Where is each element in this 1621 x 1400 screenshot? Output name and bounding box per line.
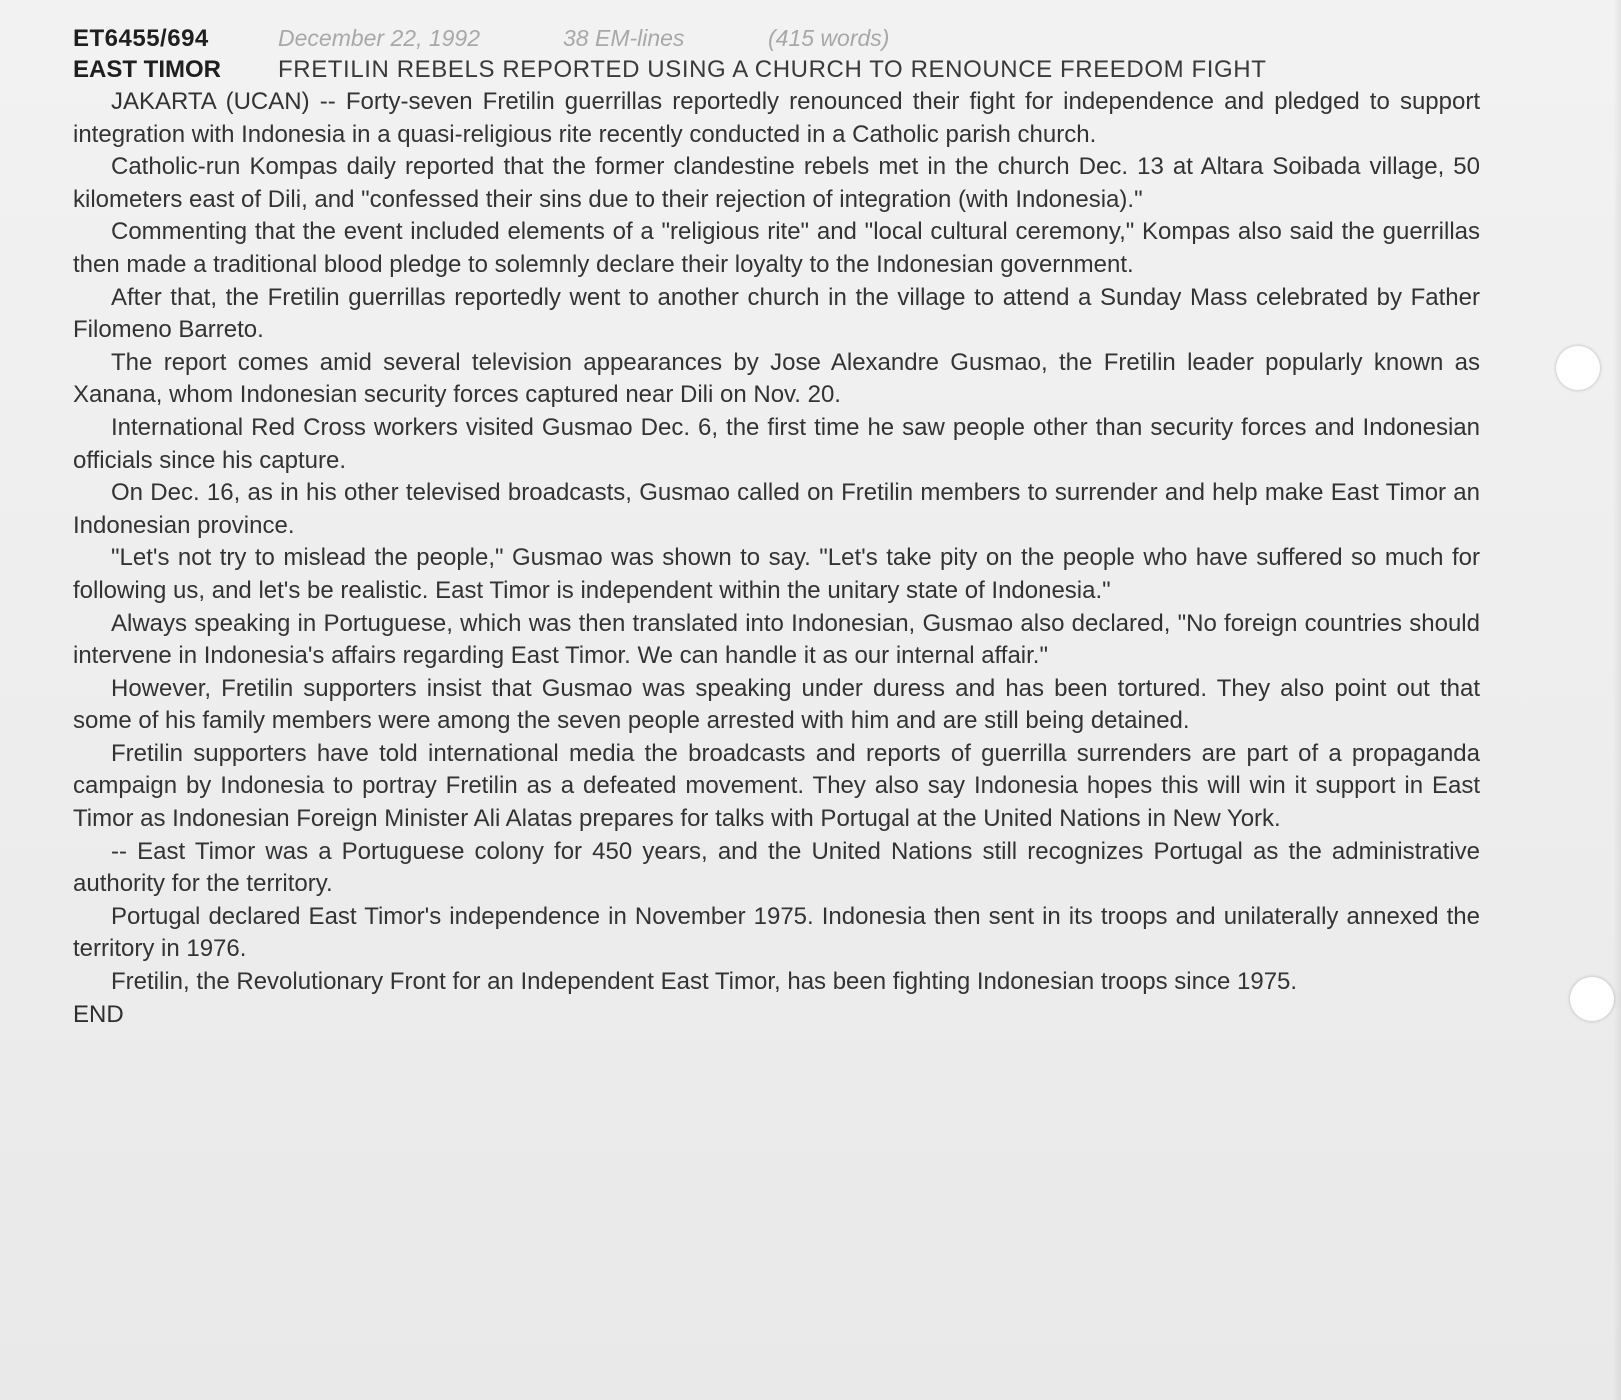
- body-paragraph: On Dec. 16, as in his other televised broadcasts, Gusmao called on Fretilin members to surrender and help make East Timor an Indonesian province.: [73, 479, 1480, 539]
- story-slug: ET6455/694: [73, 25, 209, 52]
- body-paragraph: "Let's not try to mislead the people," Gusmao was shown to say. "Let's take pity on the people who have suffered so much for following us, and let's be realistic. East Timor is independent within the unitary state of Indonesia.": [73, 544, 1480, 604]
- em-lines-count: 38 EM-lines: [563, 25, 685, 51]
- headline-row: [73, 54, 1480, 86]
- body-paragraph: However, Fretilin supporters insist that Gusmao was speaking under duress and has been tortured. They also point out that some of his family members were among the seven people arrested with him and are still being detained.: [73, 674, 1480, 735]
- slug-row: [73, 22, 1480, 54]
- story-date: December 22, 1992: [278, 25, 481, 51]
- end-mark: END: [73, 1000, 124, 1028]
- body-paragraph: -- East Timor was a Portuguese colony for 450 years, and the United Nations still recognizes Portugal as the administrative authority for the territory.: [73, 837, 1480, 898]
- article-content: [73, 22, 1480, 1031]
- body-paragraph: Fretilin supporters have told international media the broadcasts and reports of guerrilla surrenders are part of a propaganda campaign by Indonesia to portray Fretilin as a defeated movement. They also say Indonesia hopes this will win it support in East Timor as Indonesian Foreign Minister Ali Alatas prepares for talks with Portugal at the United Nations in New York.: [73, 739, 1480, 833]
- page-edge-shade: [1613, 0, 1621, 1400]
- punch-hole-top: [1556, 346, 1600, 390]
- body-paragraph: International Red Cross workers visited Gusmao Dec. 6, the first time he saw people other than security forces and Indonesian officials since his capture.: [73, 413, 1480, 474]
- word-count: (415 words): [768, 25, 890, 51]
- body-paragraph: Catholic-run Kompas daily reported that the former clandestine rebels met in the church Dec. 13 at Altara Soibada village, 50 kilometers east of Dili, and "confessed their sins due to their rejection of integration (with Indonesia).": [73, 153, 1480, 213]
- body-paragraph: Commenting that the event included elements of a "religious rite" and "local cultural ceremony," Kompas also said the guerrillas then made a traditional blood pledge to solemnly declare their loyalty to the Indonesian government.: [73, 218, 1480, 278]
- body-paragraph: Portugal declared East Timor's independence in November 1975. Indonesia then sent in its troops and unilaterally annexed the territory in 1976.: [73, 902, 1480, 963]
- body-paragraph: Always speaking in Portuguese, which was then translated into Indonesian, Gusmao also declared, "No foreign countries should intervene in Indonesia's affairs regarding East Timor. We can handle it as our internal affair.": [73, 609, 1480, 670]
- body-paragraph: The report comes amid several television appearances by Jose Alexandre Gusmao, the Fretilin leader popularly known as Xanana, whom Indonesian security forces captured near Dili on Nov. 20.: [73, 348, 1480, 409]
- body-paragraph: JAKARTA (UCAN) -- Forty-seven Fretilin guerrillas reportedly renounced their fight for independence and pledged to support integration with Indonesia in a quasi-religious rite recently conducted in a Catholic parish church.: [73, 88, 1480, 148]
- body-paragraph: Fretilin, the Revolutionary Front for an Independent East Timor, has been fighting Indonesian troops since 1975.: [111, 968, 1298, 996]
- region-label: EAST TIMOR: [73, 56, 221, 83]
- punch-hole-bottom: [1570, 977, 1614, 1021]
- headline: FRETILIN REBELS REPORTED USING A CHURCH TO RENOUNCE FREEDOM FIGHT: [278, 56, 1267, 83]
- body-paragraph: After that, the Fretilin guerrillas reportedly went to another church in the village to attend a Sunday Mass celebrated by Father Filomeno Barreto.: [73, 283, 1480, 344]
